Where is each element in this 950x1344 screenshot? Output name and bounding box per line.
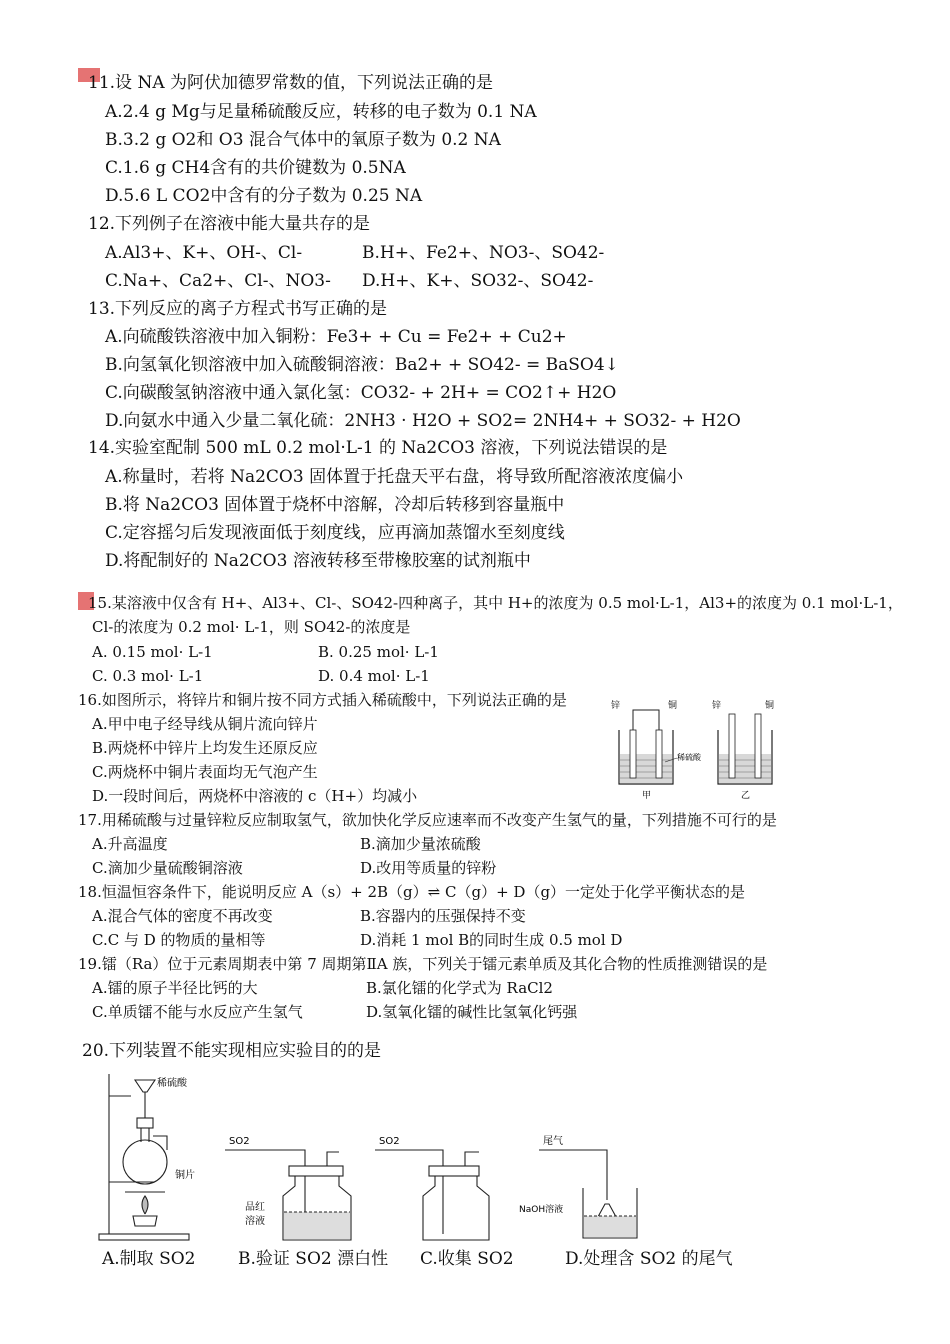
question-stem: 18.恒温恒容条件下，能说明反应 A（s）+ 2B（g）⇌ C（g）+ D（g）一定处于化学平衡状态的是 (78, 883, 746, 901)
option-c: C.C 与 D 的物质的量相等 (92, 931, 266, 949)
question-stem: 16.如图所示，将锌片和铜片按不同方式插入稀硫酸中，下列说法正确的是 (78, 691, 567, 709)
figure-16-yi-label: 乙 (741, 791, 751, 801)
figure-16-jia-label: 甲 (642, 791, 652, 801)
figure-16-copper-plate (656, 730, 662, 778)
option-b: B.3.2 g O2和 O3 混合气体中的氧原子数为 0.2 NA (105, 130, 501, 150)
option-c: C.滴加少量硫酸铜溶液 (92, 859, 243, 877)
question-stem-continued: Cl-的浓度为 0.2 mol· L-1，则 SO42-的浓度是 (92, 618, 411, 636)
apparatus-a-caption: A.制取 SO2 (102, 1249, 196, 1269)
question-stem: 20.下列装置不能实现相应实验目的的是 (82, 1041, 382, 1061)
option-c: C.向碳酸氢钠溶液中通入氯化氢：CO32- + 2H+ = CO2↑+ H2O (105, 383, 617, 403)
option-b: B.向氢氧化钡溶液中加入硫酸铜溶液：Ba2+ + SO42- = BaSO4↓ (105, 355, 619, 375)
question-stem: 14.实验室配制 500 mL 0.2 mol·L-1 的 Na2CO3 溶液，下列说法错误的是 (88, 438, 668, 458)
figure-16-copper-plate-2 (755, 714, 761, 778)
apparatus-d-naoh-label: NaOH溶液 (519, 1205, 564, 1215)
option-b: B.容器内的压强保持不变 (360, 907, 526, 925)
figure-20-apparatus (95, 1066, 735, 1246)
option-d: D.改用等质量的锌粉 (360, 859, 497, 877)
option-c: C. 0.3 mol· L-1 (92, 667, 204, 685)
apparatus-c-gas-label: SO2 (379, 1136, 400, 1147)
option-a: A.镭的原子半径比钙的大 (92, 979, 258, 997)
apparatus-d-tail-label: 尾气 (543, 1136, 563, 1147)
figure-16-solution-yi (719, 754, 771, 783)
option-c: C.单质镭不能与水反应产生氢气 (92, 1003, 303, 1021)
option-d: D.向氨水中通入少量二氧化硫：2NH3 · H2O + SO2= 2NH4+ + SO32- + H2O (105, 411, 741, 431)
option-b: B. 0.25 mol· L-1 (318, 643, 439, 661)
option-b: B.H+、Fe2+、NO3-、SO42- (362, 243, 605, 263)
figure-16-acid-label: 稀硫酸 (677, 753, 701, 762)
question-stem: 13.下列反应的离子方程式书写正确的是 (88, 299, 388, 319)
option-c: C.Na+、Ca2+、Cl-、NO3- (105, 271, 331, 291)
apparatus-b (225, 1150, 351, 1240)
question-stem: 15.某溶液中仅含有 H+、Al3+、Cl-、SO42-四种离子，其中 H+的浓度为 0.5 mol·L-1，Al3+的浓度为 0.1 mol·L-1， (88, 594, 903, 612)
question-stem: 19.镭（Ra）位于元素周期表中第 7 周期第ⅡA 族，下列关于镭元素单质及其化合物的性质推测错误的是 (78, 955, 768, 973)
apparatus-b-gas-label: SO2 (229, 1136, 250, 1147)
apparatus-a-copper-label: 铜片 (175, 1170, 195, 1181)
figure-16-cells (605, 696, 805, 804)
option-a: A.混合气体的密度不再改变 (92, 907, 273, 925)
option-a: A.2.4 g Mg与足量稀硫酸反应，转移的电子数为 0.1 NA (105, 102, 537, 122)
apparatus-b-pinhong-label: 品红 (245, 1202, 265, 1213)
apparatus-b-caption: B.验证 SO2 漂白性 (238, 1249, 389, 1269)
apparatus-a (99, 1074, 189, 1240)
figure-16-wire (633, 710, 659, 732)
option-d: D.将配制好的 Na2CO3 溶液转移至带橡胶塞的试剂瓶中 (105, 551, 531, 571)
figure-16-solution-jia (620, 754, 672, 783)
question-stem: 17.用稀硫酸与过量锌粒反应制取氢气，欲加快化学反应速率而不改变产生氢气的量，下列措施不可行的是 (78, 811, 777, 829)
option-c: C.两烧杯中铜片表面均无气泡产生 (92, 763, 318, 781)
figure-16-zinc-plate-2 (729, 714, 735, 778)
figure-16-copper-label: 铜 (668, 701, 678, 711)
option-d: D.氢氧化镭的碱性比氢氧化钙强 (366, 1003, 578, 1021)
option-c: C.1.6 g CH4含有的共价键数为 0.5NA (105, 158, 406, 178)
option-d: D.H+、K+、SO32-、SO42- (362, 271, 594, 291)
option-b: B.将 Na2CO3 固体置于烧杯中溶解，冷却后转移到容量瓶中 (105, 495, 565, 515)
option-d: D.一段时间后，两烧杯中溶液的 c（H+）均减小 (92, 787, 418, 805)
figure-16-zinc-label: 锌 (611, 701, 621, 711)
option-c: C.定容摇匀后发现液面低于刻度线，应再滴加蒸馏水至刻度线 (105, 523, 565, 543)
option-b: B.滴加少量浓硫酸 (360, 835, 481, 853)
option-b: B.两烧杯中锌片上均发生还原反应 (92, 739, 318, 757)
apparatus-d (539, 1144, 637, 1238)
option-d: D.消耗 1 mol B的同时生成 0.5 mol D (360, 931, 623, 949)
apparatus-b-solution-label: 溶液 (245, 1216, 265, 1227)
option-a: A.升高温度 (92, 835, 168, 853)
option-d: D.5.6 L CO2中含有的分子数为 0.25 NA (105, 186, 423, 206)
apparatus-c-caption: C.收集 SO2 (420, 1249, 514, 1269)
figure-16-copper-label-2: 铜 (765, 701, 775, 711)
option-d: D. 0.4 mol· L-1 (318, 667, 430, 685)
option-a: A. 0.15 mol· L-1 (92, 643, 213, 661)
apparatus-c (375, 1150, 489, 1240)
option-a: A.Al3+、K+、OH-、Cl- (105, 243, 303, 263)
option-a: A.向硫酸铁溶液中加入铜粉：Fe3+ + Cu = Fe2+ + Cu2+ (105, 327, 567, 347)
option-a: A.称量时，若将 Na2CO3 固体置于托盘天平右盘，将导致所配溶液浓度偏小 (105, 467, 684, 487)
apparatus-a-acid-label: 稀硫酸 (157, 1078, 187, 1089)
question-stem: 11.设 NA 为阿伏加德罗常数的值，下列说法正确的是 (88, 73, 493, 93)
option-b: B.氯化镭的化学式为 RaCl2 (366, 979, 553, 997)
option-a: A.甲中电子经导线从铜片流向锌片 (92, 715, 318, 733)
question-stem: 12.下列例子在溶液中能大量共存的是 (88, 214, 371, 234)
figure-16-zinc-plate (630, 730, 636, 778)
figure-16-zinc-label-2: 锌 (712, 701, 722, 711)
apparatus-d-caption: D.处理含 SO2 的尾气 (565, 1249, 733, 1269)
